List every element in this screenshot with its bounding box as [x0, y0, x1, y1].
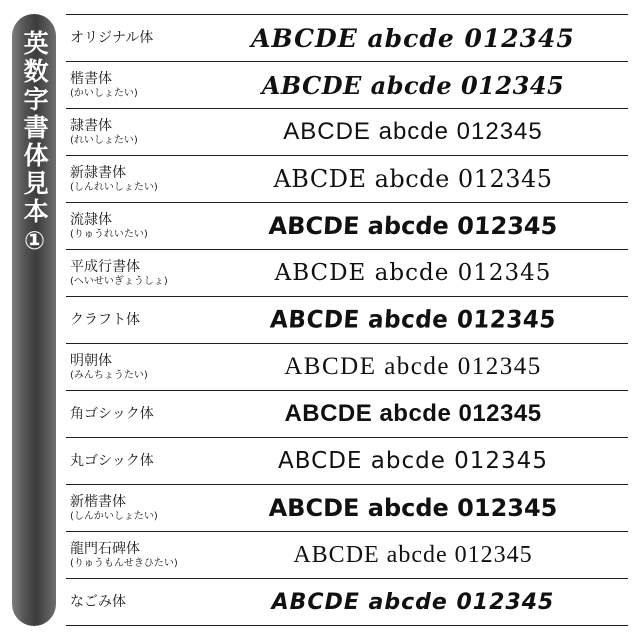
- font-name-label: 新隷書体: [70, 164, 126, 181]
- font-name-label: 角ゴシック体: [70, 405, 154, 422]
- font-name-label: 隷書体: [70, 117, 112, 134]
- font-name-reading: (れいしょたい): [70, 134, 138, 146]
- font-name-cell: [66, 250, 198, 296]
- font-sample-table: [66, 14, 628, 626]
- font-name-cell: [66, 532, 198, 578]
- font-sample-text: ABCDE abcde 012345: [278, 448, 548, 474]
- font-name-reading: (りゅうもんせきひたい): [70, 557, 178, 569]
- font-name-label: 楷書体: [70, 70, 112, 87]
- font-name-label: なごみ体: [70, 593, 126, 610]
- font-sample-text: ABCDE abcde 012345: [283, 118, 543, 145]
- font-sample-text: ABCDE abcde 012345: [284, 353, 542, 380]
- table-row: [66, 532, 628, 579]
- table-row: [66, 438, 628, 485]
- table-row: [66, 297, 628, 344]
- font-sample-text: ABCDE abcde 012345: [267, 212, 559, 240]
- font-name-cell: [66, 297, 198, 343]
- font-name-reading: (りゅうれいたい): [70, 228, 148, 240]
- table-row: [66, 109, 628, 156]
- font-name-label: クラフト体: [70, 311, 140, 328]
- table-row: [66, 344, 628, 391]
- table-row: [66, 250, 628, 297]
- font-sample-text: ABCDE abcde 012345: [261, 70, 565, 100]
- font-name-label: オリジナル体: [70, 29, 154, 46]
- font-name-cell: [66, 203, 198, 249]
- table-row: [66, 391, 628, 438]
- table-row: [66, 203, 628, 250]
- font-sample-text: ABCDE abcde 012345: [269, 306, 557, 334]
- font-sample-text: ABCDE abcde 012345: [293, 541, 533, 568]
- font-sample-text: ABCDE abcde 012345: [271, 589, 555, 615]
- vertical-title-bar: [12, 14, 56, 626]
- font-name-cell: [66, 15, 198, 61]
- table-row: [66, 485, 628, 532]
- font-name-cell: [66, 62, 198, 108]
- table-row: [66, 15, 628, 62]
- font-name-cell: [66, 579, 198, 625]
- font-sample-text: ABCDE abcde 012345: [268, 494, 558, 522]
- font-name-cell: [66, 391, 198, 437]
- font-sample-text: ABCDE abcde 012345: [284, 400, 542, 427]
- font-name-reading: (かいしょたい): [70, 87, 138, 99]
- font-name-label: 丸ゴシック体: [70, 452, 154, 469]
- font-sample-text: ABCDE abcde 012345: [273, 165, 553, 193]
- font-name-reading: (しんれいしょたい): [70, 181, 158, 193]
- font-name-label: 龍門石碑体: [70, 540, 140, 557]
- font-name-cell: [66, 344, 198, 390]
- font-name-reading: (みんちょうたい): [70, 369, 148, 381]
- font-name-label: 流隷体: [70, 211, 112, 228]
- font-name-reading: (しんかいしょたい): [70, 510, 158, 522]
- table-row: [66, 62, 628, 109]
- font-name-label: 平成行書体: [70, 258, 140, 275]
- font-name-cell: [66, 485, 198, 531]
- font-sample-text: ABCDE abcde 012345: [251, 23, 575, 53]
- font-name-cell: [66, 156, 198, 202]
- font-name-reading: (へいせいぎょうしょ): [70, 275, 168, 287]
- page-title: 英数字書体見本①: [20, 30, 50, 258]
- font-name-label: 明朝体: [70, 352, 112, 369]
- table-row: [66, 156, 628, 203]
- table-row: [66, 579, 628, 626]
- font-name-cell: [66, 109, 198, 155]
- font-name-cell: [66, 438, 198, 484]
- font-sample-text: ABCDE abcde 012345: [274, 260, 552, 286]
- font-name-label: 新楷書体: [70, 493, 126, 510]
